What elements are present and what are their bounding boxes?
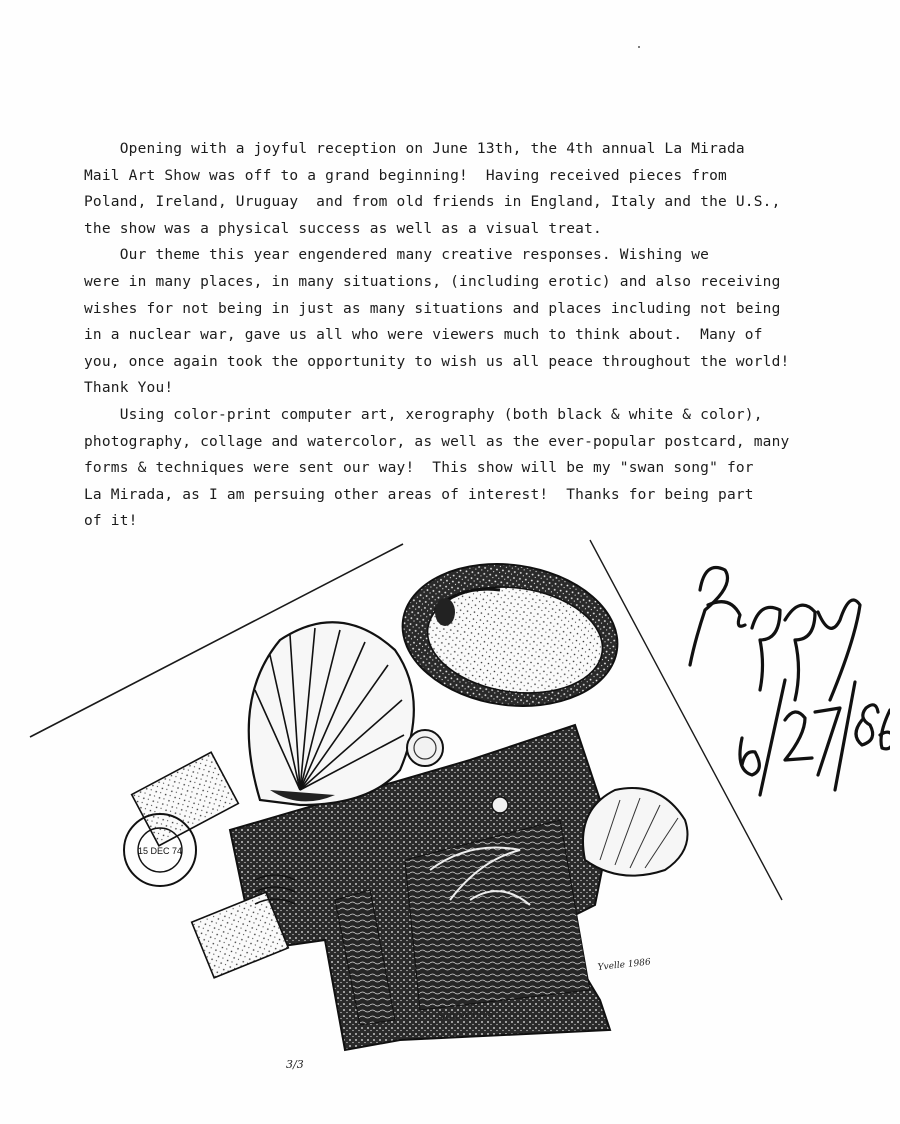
letter-line: Mail Art Show was off to a grand beginning! Having received pieces from [84, 167, 727, 184]
paper-speck [638, 46, 640, 48]
svg-text:15 DEC 74: 15 DEC 74 [137, 846, 183, 856]
letter-line: Using color-print computer art, xerography (both black & white & color), [84, 406, 763, 423]
scallop-shell [249, 622, 414, 805]
letter-line: La Mirada, as I am persuing other areas of interest! Thanks for being part [84, 486, 754, 503]
letter-line: wishes for not being in just as many situations and places including not being [84, 300, 781, 317]
letter-line: photography, collage and watercolor, as well as the ever-popular postcard, many [84, 433, 790, 450]
letter-line: in a nuclear war, gave us all who were viewers much to think about. Many of [84, 327, 763, 344]
coin [407, 730, 443, 766]
letter-line: you, once again took the opportunity to wish us all peace throughout the world! [84, 353, 790, 370]
postage-stamp-barbados [124, 752, 238, 886]
letter-line: Thank You! [84, 380, 174, 397]
letter-line: the show was a physical success as well as a visual treat. [84, 220, 602, 237]
handwritten-signature [670, 560, 890, 810]
artwork-title: Souvenirs [437, 1006, 494, 1023]
letter-line: were in many places, in many situations, (including erotic) and also receiving [84, 273, 781, 290]
letter-line: of it! [84, 513, 138, 530]
clam-shell [393, 551, 626, 720]
artwork-artist-signature: Yvelle 1986 [597, 957, 652, 973]
letter-body [84, 136, 804, 535]
letter-line: Poland, Ireland, Uruguay and from old friends in England, Italy and the U.S., [84, 194, 781, 211]
letter-line: Our theme this year engendered many creative responses. Wishing we [84, 247, 710, 264]
letter-line: forms & techniques were sent our way! This show will be my "swan song" for [84, 460, 754, 477]
artwork-edition: 3/3 [286, 1058, 304, 1071]
letter-line: Opening with a joyful reception on June 13th, the 4th annual La Mirada [84, 141, 745, 157]
